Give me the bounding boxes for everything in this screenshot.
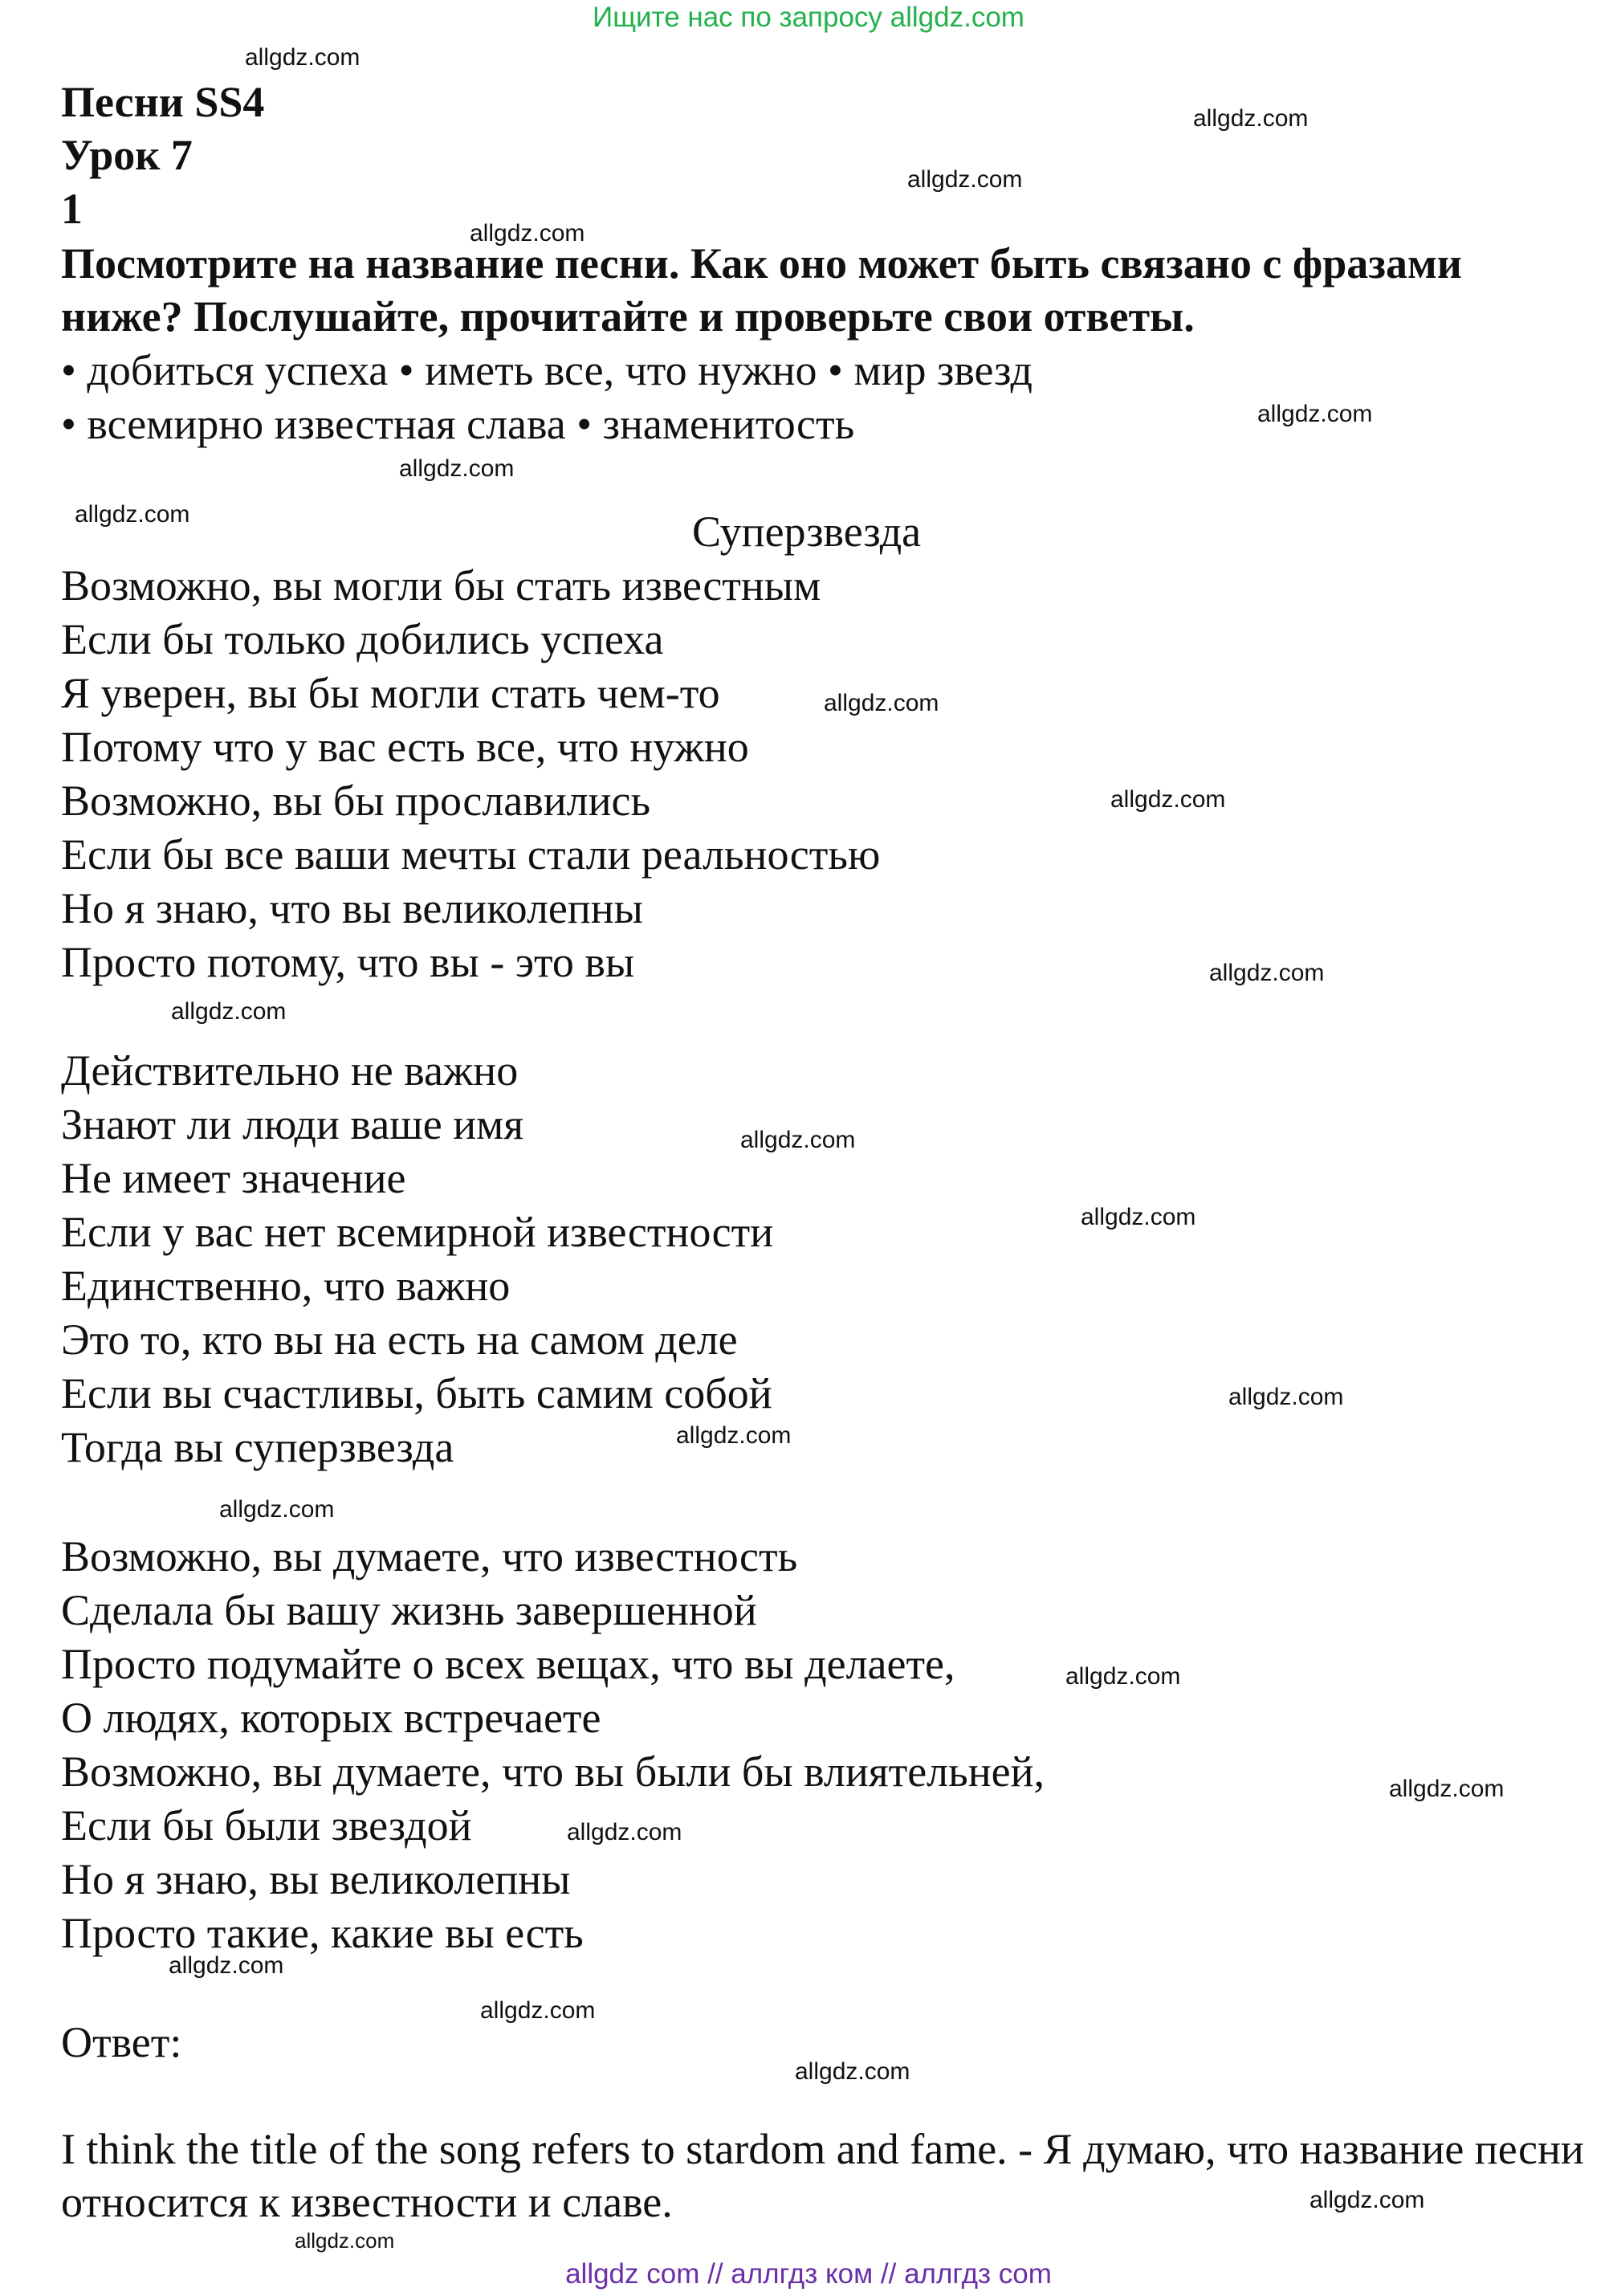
lyric-line: Просто такие, какие вы есть: [61, 1909, 584, 1957]
lyric-line: Потому что у вас есть все, что нужно: [61, 723, 749, 771]
page-title: Песни SS4: [61, 78, 265, 126]
watermark: allgdz.com: [1193, 105, 1309, 132]
watermark: allgdz.com: [1065, 1663, 1181, 1690]
lyric-line: Я уверен, вы бы могли стать чем-то: [61, 669, 720, 717]
lyric-line: Возможно, вы думаете, что вы были бы влиятельней,: [61, 1747, 1045, 1796]
watermark: allgdz.com: [907, 166, 1023, 193]
watermark: allgdz.com: [824, 690, 939, 716]
watermark: allgdz.com: [740, 1127, 856, 1153]
watermark: allgdz.com: [171, 998, 287, 1025]
task-line-2: ниже? Послушайте, прочитайте и проверьте свои ответы.: [61, 292, 1195, 341]
lyric-line: Если у вас нет всемирной известности: [61, 1208, 774, 1256]
watermark: allgdz.com: [75, 501, 190, 528]
watermark: allgdz.com: [1110, 786, 1226, 813]
watermark: allgdz.com: [1081, 1204, 1196, 1230]
lyric-line: Если бы все ваши мечты стали реальностью: [61, 830, 881, 879]
song-title: Суперзвезда: [692, 508, 922, 556]
lyric-line: Знают ли люди ваше имя: [61, 1100, 524, 1148]
lyric-line: О людях, которых встречаете: [61, 1694, 601, 1742]
lyric-line: Сделала бы вашу жизнь завершенной: [61, 1586, 757, 1634]
task-line-1: Посмотрите на название песни. Как оно может быть связано с фразами: [61, 239, 1462, 288]
answer-label: Ответ:: [61, 2018, 182, 2066]
lyric-line: Просто подумайте о всех вещах, что вы делаете,: [61, 1640, 955, 1688]
lyric-line: Действительно не важно: [61, 1046, 519, 1095]
exercise-number: 1: [61, 185, 83, 233]
answer-text: I think the title of the song refers to stardom and fame. - Я думаю, что название песни относится к известности и славе.: [61, 2125, 1584, 2226]
phrases-line-1: • добиться успеха • иметь все, что нужно • мир звезд: [61, 346, 1033, 394]
watermark: allgdz.com: [567, 1819, 682, 1845]
watermark: allgdz.com: [1257, 401, 1373, 427]
watermark: allgdz.com: [219, 1496, 335, 1523]
lyric-line: Но я знаю, вы великолепны: [61, 1855, 571, 1903]
lyric-line: Если бы были звездой: [61, 1801, 472, 1849]
lyric-line: Не имеет значение: [61, 1154, 406, 1202]
footer-watermark: allgdz com // аллгдз ком // аллгдз com: [565, 2258, 1052, 2290]
top-banner: Ищите нас по запросу allgdz.com: [593, 2, 1024, 33]
lyric-line: Просто потому, что вы - это вы: [61, 938, 635, 986]
lyric-line: Возможно, вы могли бы стать известным: [61, 561, 821, 610]
lyric-line: Возможно, вы думаете, что известность: [61, 1532, 798, 1580]
watermark: allgdz.com: [1228, 1384, 1344, 1410]
lyric-line: Возможно, вы бы прославились: [61, 777, 651, 825]
lyric-line: Единственно, что важно: [61, 1262, 511, 1310]
lyric-line: Тогда вы суперзвезда: [61, 1423, 454, 1471]
watermark: allgdz.com: [295, 2229, 395, 2253]
phrases-line-2: • всемирно известная слава • знаменитость: [61, 400, 855, 448]
lesson-label: Урок 7: [61, 131, 193, 179]
watermark: allgdz.com: [399, 455, 515, 482]
watermark: allgdz.com: [1209, 960, 1325, 986]
lyric-line: Это то, кто вы на есть на самом деле: [61, 1315, 738, 1364]
watermark: allgdz.com: [470, 220, 585, 247]
lyric-line: Но я знаю, что вы великолепны: [61, 884, 643, 932]
lyric-line: Если бы только добились успеха: [61, 615, 664, 663]
watermark: allgdz.com: [169, 1952, 284, 1979]
watermark: allgdz.com: [1309, 2187, 1425, 2213]
watermark: allgdz.com: [676, 1422, 792, 1449]
watermark: allgdz.com: [1389, 1776, 1505, 1802]
watermark: allgdz.com: [480, 1997, 596, 2024]
lyric-line: Если вы счастливы, быть самим собой: [61, 1369, 772, 1417]
watermark: allgdz.com: [245, 44, 360, 71]
watermark: allgdz.com: [795, 2058, 910, 2085]
